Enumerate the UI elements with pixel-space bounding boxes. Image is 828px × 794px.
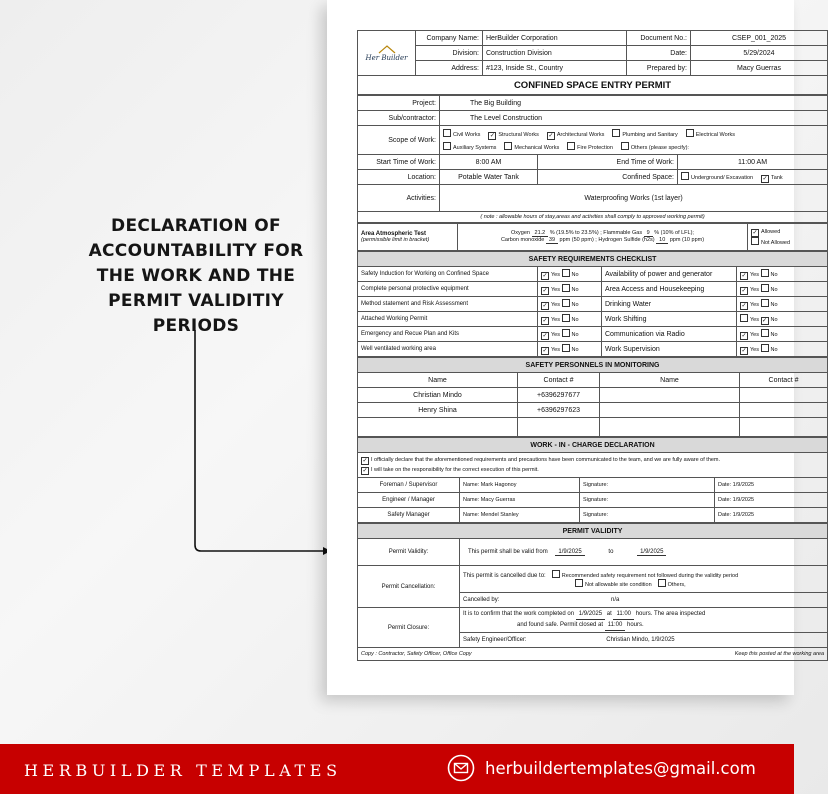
role-label: Foreman / Supervisor	[358, 478, 460, 493]
yes-label: Yes	[551, 301, 560, 308]
checklist-right-yesno	[737, 312, 828, 327]
no-checkbox[interactable]	[562, 284, 570, 292]
scope-electrical-label: Electrical Works	[695, 132, 736, 138]
yes-label: Yes	[750, 316, 759, 323]
cancel-reason-2-checkbox[interactable]	[575, 579, 583, 587]
declaration-line-2: I will take on the responsibility for the correct execution of this permit.	[371, 467, 539, 473]
yes-label: Yes	[551, 271, 560, 278]
cancelled-by	[460, 593, 828, 608]
no-checkbox[interactable]	[761, 299, 769, 307]
no-label: No	[770, 271, 778, 278]
signature-field[interactable]: Signature:	[580, 478, 715, 493]
yes-label: Yes	[551, 331, 560, 338]
personnel-empty	[518, 418, 600, 437]
subcontractor-value: The Level Construction	[440, 111, 828, 126]
personnel-empty	[358, 418, 518, 437]
role-name: Name: Macy Guerras	[460, 493, 580, 508]
yes-checkbox[interactable]: ✓	[542, 347, 548, 354]
footer-bar	[0, 744, 794, 794]
footer-brand: HERBUILDER TEMPLATES	[24, 761, 342, 780]
role-label: Engineer / Manager	[358, 493, 460, 508]
personnel-contact-header-2: Contact #	[740, 373, 828, 388]
cancel-reason-3: Others,	[667, 582, 686, 588]
declaration-line-1: I officially declare that the aforementioned requirements and precautions have been communicated to the team, and we are fully aware of them.	[371, 457, 721, 463]
cancelled-by-label: Cancelled by:	[463, 597, 500, 603]
closure-time-2: 11:00	[605, 620, 626, 631]
no-label: No	[770, 316, 778, 323]
company-logo	[358, 31, 416, 76]
scope-structural-checkbox[interactable]: ✓	[489, 133, 495, 139]
project-value: The Big Building	[440, 96, 828, 111]
no-checkbox[interactable]: ✓	[762, 317, 768, 324]
personnel-empty	[600, 418, 740, 437]
checklist-right-item: Work Shifting	[602, 312, 737, 327]
yes-checkbox[interactable]: ✓	[741, 332, 747, 339]
end-time-label: End Time of Work:	[538, 155, 678, 170]
closure-text-3: and found safe. Permit closed at	[517, 622, 604, 628]
cancellation-reasons	[460, 566, 828, 593]
prepared-label: Prepared by:	[627, 61, 691, 76]
yes-label: Yes	[750, 331, 759, 338]
yes-label: Yes	[750, 301, 759, 308]
yes-label: Yes	[750, 286, 759, 293]
declaration-table	[357, 437, 828, 523]
no-label: No	[571, 286, 579, 293]
cancellation-label: Permit Cancellation:	[358, 566, 460, 608]
closure-text-4: hours.	[626, 622, 644, 628]
checklist-row	[358, 297, 828, 312]
personnel-contact: +6396297677	[518, 388, 600, 403]
declaration-statements	[358, 453, 828, 478]
house-icon	[377, 44, 397, 54]
personnel-name: Christian Mindo	[358, 388, 518, 403]
personnel-title: SAFETY PERSONNELS IN MONITORING	[358, 358, 828, 373]
personnel-name-header: Name	[358, 373, 518, 388]
yes-checkbox[interactable]: ✓	[542, 287, 548, 294]
company-label: Company Name:	[416, 31, 483, 46]
no-label: No	[770, 286, 778, 293]
checklist-right-item: Area Access and Housekeeping	[602, 282, 737, 297]
scope-fire-label: Fire Protection	[577, 145, 613, 151]
date-label: Date:	[627, 46, 691, 61]
location-value: Potable Water Tank	[440, 170, 538, 185]
underground-label: Underground/ Excavation	[691, 174, 754, 181]
no-label: No	[571, 331, 579, 338]
checklist-left-item: Well ventilated working area	[358, 342, 538, 357]
co-value: 39	[546, 237, 558, 244]
no-checkbox[interactable]	[562, 269, 570, 277]
yes-label: Yes	[750, 271, 759, 278]
scope-others-checkbox[interactable]	[621, 142, 629, 150]
scope-structural-label: Structural Works	[498, 132, 539, 138]
permit-paper	[327, 0, 825, 695]
personnel-row	[358, 418, 828, 437]
closure-officer	[460, 633, 828, 648]
not-allowed-checkbox[interactable]	[751, 237, 759, 245]
scope-others-label: Others (please specify):	[630, 145, 689, 151]
atmos-table	[357, 223, 828, 251]
h2s-value: 10	[656, 237, 668, 244]
yes-checkbox[interactable]: ✓	[542, 317, 548, 324]
validity-title: PERMIT VALIDITY	[358, 524, 828, 539]
closure-at: at	[606, 611, 612, 617]
checklist-left-item: Complete personal protective equipment	[358, 282, 538, 297]
validity-to-word: to	[608, 548, 614, 555]
personnel-empty	[600, 388, 740, 403]
division-value: Construction Division	[483, 46, 627, 61]
checklist-left-item: Emergency and Recue Plan and Kits	[358, 327, 538, 342]
closure-statement	[460, 608, 828, 633]
declaration-caption: DECLARATION OF ACCOUNTABILITY FOR THE WORK AND THE PERMIT VALIDITIY PERIODS	[88, 216, 304, 336]
oxygen-value: 21.2	[532, 230, 549, 237]
atmos-label: Area Atmospheric Test	[361, 231, 427, 237]
form-title: CONFINED SPACE ENTRY PERMIT	[358, 76, 828, 95]
division-label: Division:	[416, 46, 483, 61]
address-value: #123, Inside St., Country	[483, 61, 627, 76]
checklist-table	[357, 251, 828, 357]
signature-field[interactable]: Signature:	[580, 493, 715, 508]
keep-note: Keep this posted at the working area	[734, 651, 825, 657]
cancel-reason-1: Recommended safety requirement not followed during the validity period	[561, 573, 739, 579]
connector-line	[195, 330, 324, 551]
checklist-left-yesno	[538, 342, 602, 357]
co-range: ppm (50 ppm) ; Hydrogen Sulfide (h2s)	[559, 237, 655, 243]
permit-form	[357, 30, 827, 661]
personnel-empty	[740, 403, 828, 418]
yes-checkbox[interactable]: ✓	[741, 272, 747, 279]
closure-officer-label: Safety Engineer/Officer:	[463, 637, 527, 643]
no-checkbox[interactable]	[761, 329, 769, 337]
underground-checkbox[interactable]	[681, 172, 689, 180]
no-checkbox[interactable]	[761, 269, 769, 277]
scope-mechanical-label: Mechanical Works	[514, 145, 560, 151]
checklist-left-yesno	[538, 267, 602, 282]
co-label: Carbon monoxide	[500, 237, 545, 243]
scope-architectural-label: Architectural Works	[556, 132, 605, 138]
role-label: Safety Manager	[358, 508, 460, 523]
validity-label: Permit Validity:	[358, 539, 460, 566]
scope-electrical-checkbox[interactable]	[686, 129, 694, 137]
scope-plumbing-label: Plumbing and Sanitary	[622, 132, 678, 138]
start-time-label: Start Time of Work:	[358, 155, 440, 170]
cancel-reason-3-checkbox[interactable]	[658, 579, 666, 587]
closure-time-1: 11:00	[613, 609, 634, 620]
project-label: Project:	[358, 96, 440, 111]
no-checkbox[interactable]	[761, 284, 769, 292]
role-name: Name: Mark Hagonoy	[460, 478, 580, 493]
checklist-left-item: Method statement and Risk Assessment	[358, 297, 538, 312]
validity-table	[357, 523, 828, 661]
address-label: Address:	[416, 61, 483, 76]
checklist-row	[358, 282, 828, 297]
checklist-left-item: Safety Induction for Working on Confined Space	[358, 267, 538, 282]
atmos-sub: (permissible limit in bracket)	[361, 237, 430, 243]
scope-civil-checkbox[interactable]	[443, 129, 451, 137]
role-date: Date: 1/9/2025	[715, 478, 828, 493]
company-value: HerBuilder Corporation	[483, 31, 627, 46]
validity-value	[460, 539, 828, 566]
yes-checkbox[interactable]: ✓	[542, 302, 548, 309]
yes-checkbox[interactable]: ✓	[741, 302, 747, 309]
copy-note: Copy : Contractor, Safety Officer, Office Copy	[361, 651, 472, 657]
checklist-left-yesno	[538, 312, 602, 327]
project-table	[357, 95, 828, 223]
mail-icon	[447, 754, 475, 782]
copy-footer	[358, 648, 828, 661]
role-name: Name: Mendel Stanley	[460, 508, 580, 523]
cancellation-text: This permit is cancelled due to:	[463, 573, 546, 579]
closure-officer-value: Christian Mindo, 1/9/2025	[606, 637, 675, 643]
oxygen-label: Oxygen	[511, 230, 530, 236]
personnel-contact-header: Contact #	[518, 373, 600, 388]
not-allowed-label: Not Allowed	[761, 239, 791, 246]
no-checkbox[interactable]	[761, 344, 769, 352]
checklist-title: SAFETY REQUIREMENTS CHECKLIST	[358, 252, 828, 267]
signature-field[interactable]: Signature:	[580, 508, 715, 523]
valid-to: 1/9/2025	[637, 549, 666, 556]
personnel-name-header-2: Name	[600, 373, 740, 388]
checklist-right-yesno	[737, 267, 828, 282]
activities-label: Activities:	[358, 185, 440, 212]
header-table	[357, 30, 828, 95]
end-time-value: 11:00 AM	[678, 155, 828, 170]
scope-label: Scope of Work:	[358, 126, 440, 155]
no-label: No	[770, 346, 778, 353]
checklist-right-item: Work Supervision	[602, 342, 737, 357]
responsibility-checkbox[interactable]: ✓	[362, 468, 368, 474]
personnel-row	[358, 388, 828, 403]
atmos-result	[748, 224, 828, 251]
declaration-row	[358, 493, 828, 508]
scope-row-1	[443, 129, 824, 140]
closure-text-2: hours. The area inspected	[635, 611, 706, 617]
flammable-range: % (10% of LFL);	[654, 230, 694, 236]
yes-label: Yes	[551, 346, 560, 353]
checklist-right-item: Drinking Water	[602, 297, 737, 312]
checklist-right-yesno	[737, 327, 828, 342]
no-label: No	[770, 301, 778, 308]
checklist-left-yesno	[538, 297, 602, 312]
checklist-right-item: Communication via Radio	[602, 327, 737, 342]
checklist-left-yesno	[538, 327, 602, 342]
subcontractor-label: Sub/contractor:	[358, 111, 440, 126]
location-label: Location:	[358, 170, 440, 185]
personnel-empty	[600, 403, 740, 418]
valid-from: 1/9/2025	[555, 549, 584, 556]
prepared-value: Macy Guerras	[691, 61, 828, 76]
checklist-row	[358, 312, 828, 327]
flammable-value: 9	[644, 230, 653, 237]
no-checkbox[interactable]	[562, 314, 570, 322]
scope-row-2	[443, 142, 824, 151]
yes-checkbox[interactable]	[740, 314, 748, 322]
no-label: No	[571, 346, 579, 353]
role-date: Date: 1/9/2025	[715, 493, 828, 508]
scope-civil-label: Civil Works	[453, 132, 481, 138]
no-label: No	[571, 316, 579, 323]
personnel-empty	[740, 388, 828, 403]
checklist-right-yesno	[737, 297, 828, 312]
date-value: 5/29/2024	[691, 46, 828, 61]
scope-plumbing-checkbox[interactable]	[612, 129, 620, 137]
allowed-checkbox[interactable]: ✓	[752, 229, 758, 236]
scope-auxiliary-checkbox[interactable]	[443, 142, 451, 150]
yes-checkbox[interactable]: ✓	[542, 272, 548, 279]
closure-date: 1/9/2025	[576, 609, 605, 620]
checklist-right-yesno	[737, 282, 828, 297]
checklist-row	[358, 342, 828, 357]
scope-auxiliary-label: Auxiliary Systems	[453, 145, 497, 151]
tank-checkbox[interactable]: ✓	[762, 175, 768, 182]
declaration-row	[358, 478, 828, 493]
no-label: No	[770, 331, 778, 338]
activities-value: Waterproofing Works (1st layer)	[440, 185, 828, 212]
cancelled-by-value: n/a	[611, 597, 620, 603]
personnel-table	[357, 357, 828, 437]
yes-checkbox[interactable]: ✓	[542, 332, 548, 339]
scope-architectural-checkbox[interactable]: ✓	[548, 133, 554, 139]
docno-label: Document No.:	[627, 31, 691, 46]
yes-checkbox[interactable]: ✓	[741, 287, 747, 294]
checklist-right-item: Availability of power and generator	[602, 267, 737, 282]
no-label: No	[571, 301, 579, 308]
closure-label: Permit Closure:	[358, 608, 460, 648]
personnel-name: Henry Shina	[358, 403, 518, 418]
yes-label: Yes	[750, 346, 759, 353]
h2s-range: ppm (10 ppm)	[669, 237, 705, 243]
checklist-right-yesno	[737, 342, 828, 357]
atmos-label-cell	[358, 224, 458, 251]
checklist-left-item: Attached Working Permit	[358, 312, 538, 327]
yes-label: Yes	[551, 286, 560, 293]
confined-space-options	[678, 170, 828, 185]
checklist-left-yesno	[538, 282, 602, 297]
declaration-title: WORK - IN - CHARGE DECLARATION	[358, 438, 828, 453]
cancel-reason-2: Not allowable site condition	[585, 582, 652, 588]
yes-checkbox[interactable]: ✓	[741, 347, 747, 354]
personnel-contact: +6396297623	[518, 403, 600, 418]
no-checkbox[interactable]	[562, 329, 570, 337]
atmos-values	[458, 224, 748, 251]
checklist-row	[358, 267, 828, 282]
docno-value: CSEP_001_2025	[691, 31, 828, 46]
confined-space-label: Confined Space:	[538, 170, 678, 185]
declaration-row	[358, 508, 828, 523]
no-label: No	[571, 271, 579, 278]
yes-label: Yes	[551, 316, 560, 323]
personnel-empty	[740, 418, 828, 437]
cancel-reason-1-checkbox[interactable]	[552, 570, 560, 578]
declare-checkbox[interactable]: ✓	[362, 458, 368, 464]
no-checkbox[interactable]	[562, 344, 570, 352]
checklist-row	[358, 327, 828, 342]
tank-label: Tank	[771, 174, 783, 181]
logo-text: Her Builder	[365, 54, 408, 62]
role-date: Date: 1/9/2025	[715, 508, 828, 523]
start-time-value: 8:00 AM	[440, 155, 538, 170]
scope-fire-checkbox[interactable]	[567, 142, 575, 150]
scope-options	[440, 126, 828, 155]
working-permit-note: ( note : allowable hours of stay,areas and activities shall comply to approved working permit)	[358, 212, 828, 223]
validity-text: This permit shall be valid from	[468, 548, 548, 555]
no-checkbox[interactable]	[562, 299, 570, 307]
closure-text-1: It is to confirm that the work completed on	[463, 611, 575, 617]
oxygen-range: % (19.5% to 23.5%) ; Flammable Gas	[549, 230, 643, 236]
allowed-label: Allowed	[761, 228, 781, 235]
personnel-row	[358, 403, 828, 418]
connector-arrow	[0, 0, 360, 700]
scope-mechanical-checkbox[interactable]	[504, 142, 512, 150]
footer-email[interactable]: herbuildertemplates@gmail.com	[485, 759, 756, 778]
